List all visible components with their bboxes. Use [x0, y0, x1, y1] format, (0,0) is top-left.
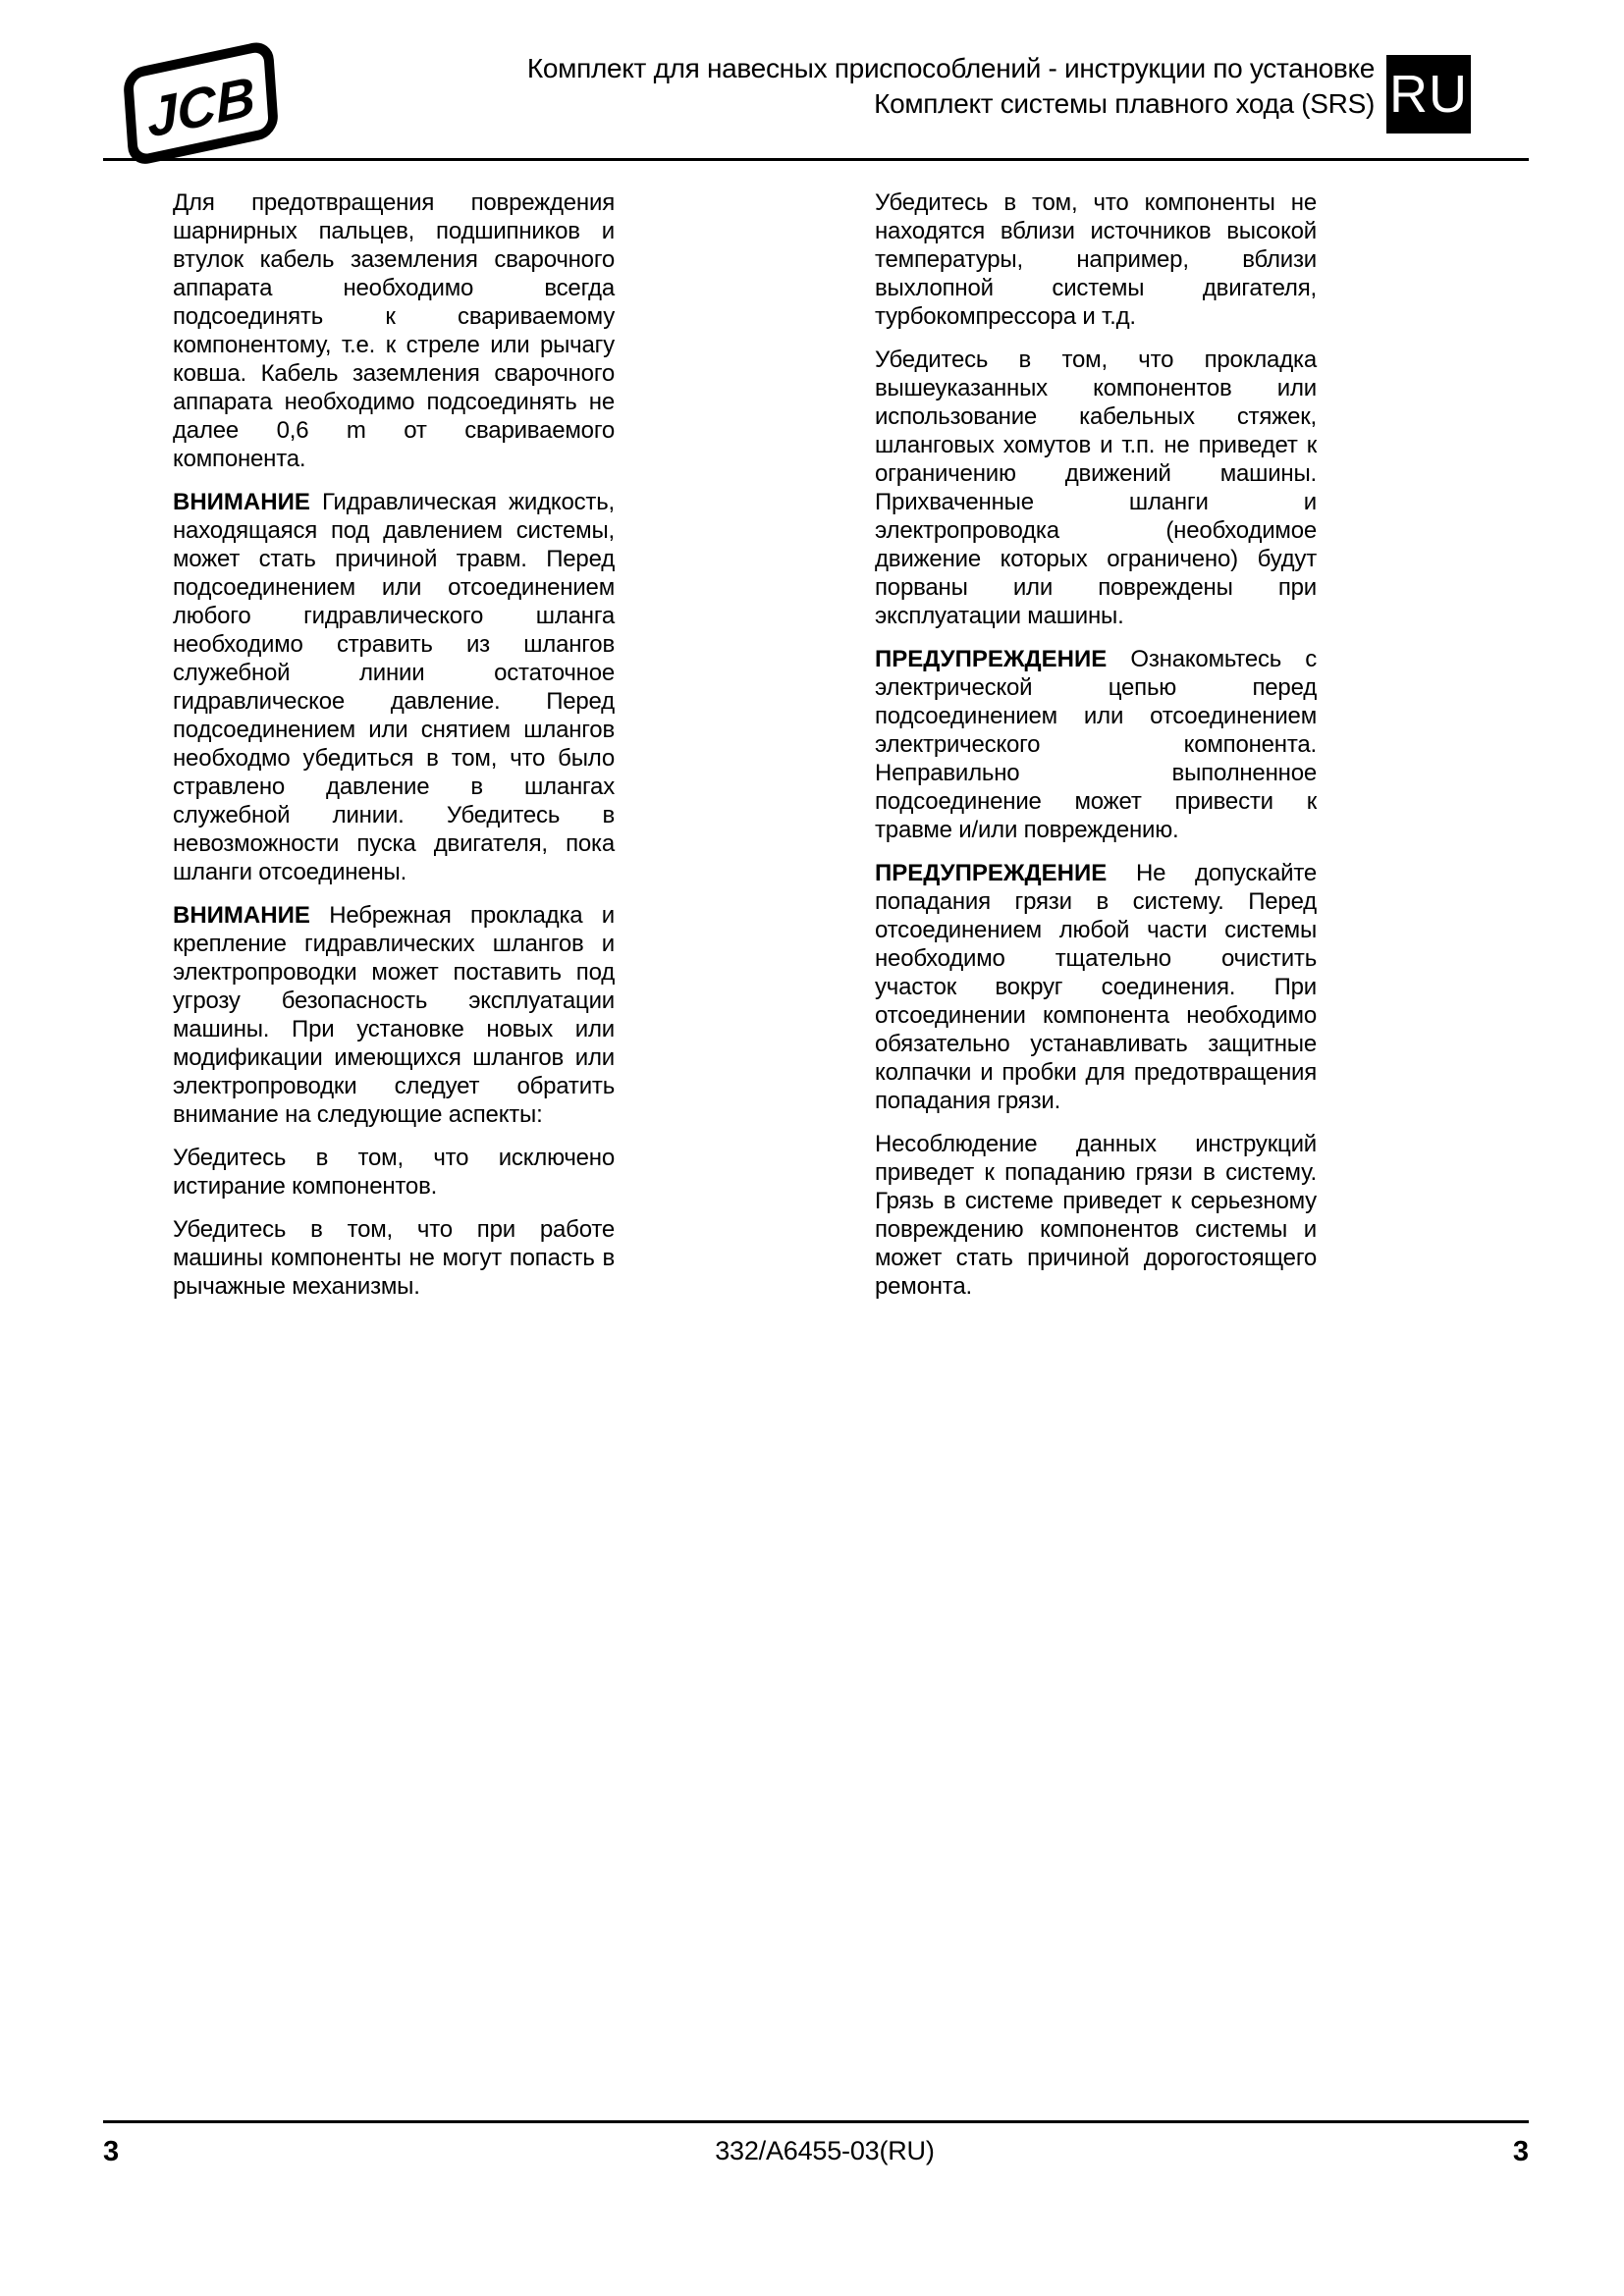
warning-lead: ВНИМАНИЕ: [173, 489, 310, 515]
paragraph-text: Не допускайте попадания грязи в систему. Перед отсоединением любой части системы необходимо тщательно очистить участок вокруг соединения. При отсоединении компонента необходимо обязательно устанавливать защитные колпачки и пробки для предотвращения попадания грязи.: [875, 860, 1317, 1114]
paragraph: [875, 346, 1317, 630]
paragraph-text: Гидравлическая жидкость, находящаяся под давлением системы, может стать причиной травм. Перед подсоединением или отсоединением любого гидравлического шланга необходимо стравить из шлангов служебной линии остаточное гидравлическое давление. Перед подсоединением или снятием шлангов необходмо убедиться в том, что было стравлено давление в шлангах служебной линии. Убедитесь в невозможности пуска двигателя, пока шланги отсоединены.: [173, 489, 615, 885]
footer: [103, 2136, 1529, 2175]
paragraph: [875, 645, 1317, 844]
paragraph-text: Небрежная прокладка и крепление гидравлических шлангов и электропроводки может поставить под угрозу безопасность эксплуатации машины. При установке новых или модификации имеющихся шлангов или электропроводки следует обратить внимание на следующие аспекты:: [173, 902, 616, 1128]
paragraph: [173, 1144, 615, 1201]
warning-lead: ВНИМАНИЕ: [173, 902, 310, 929]
paragraph: [173, 1215, 615, 1301]
footer-page-number-left: 3: [103, 2136, 120, 2167]
footer-doc-code: 332/A6455-03(RU): [715, 2136, 935, 2165]
paragraph-text: Убедитесь в том, что исключено истирание компонентов.: [173, 1145, 615, 1200]
warning-lead: ПРЕДУПРЕЖДЕНИЕ: [875, 646, 1108, 672]
right-column: [875, 188, 1317, 1315]
jcb-logo: [98, 35, 304, 173]
header-title-block: [527, 51, 1375, 122]
left-column: [173, 188, 615, 1315]
paragraph-text: Убедитесь в том, что при работе машины компоненты не могут попасть в рычажные механизмы.: [173, 1216, 615, 1300]
header-title-line1: Комплект для навесных приспособлений - инструкции по установке: [526, 53, 1375, 83]
paragraph: [173, 901, 615, 1129]
jcb-logo-graphic: [98, 35, 304, 173]
footer-divider: [103, 2120, 1529, 2123]
paragraph: [173, 488, 615, 886]
header-divider: [103, 158, 1529, 161]
paragraph: [875, 859, 1317, 1115]
footer-page-number-right: 3: [1512, 2136, 1529, 2167]
paragraph-text: Убедитесь в том, что прокладка вышеуказанных компонентов или использование кабельных стяжек, шланговых хомутов и т.п. не приведет к ограничению движений машины. Прихваченные шланги и электропроводка (необходимое движение которых ограничено) будут порваны или повреждены при эксплуатации машины.: [875, 347, 1317, 629]
header-title-line2: Комплект системы плавного хода (SRS): [874, 88, 1375, 119]
language-badge: RU: [1386, 55, 1471, 133]
paragraph-text: Ознакомьтесь с электрической цепью перед подсоединением или отсоединением электрического компонента. Неправильно выполненное подсоединение может привести к травме и/или повреждению.: [875, 646, 1317, 843]
paragraph-text: Для предотвращения повреждения шарнирных пальцев, подшипников и втулок кабель заземления сварочного аппарата необходимо всегда подсоединять к свариваемому компонентому, т.е. к стреле или рычагу ковша. Кабель заземления сварочного аппарата необходимо подсоединять не далее 0,6 m от свариваемого компонента.: [173, 189, 615, 472]
paragraph: [173, 188, 615, 473]
paragraph-text: Убедитесь в том, что компоненты не находятся вблизи источников высокой температуры, например, вблизи выхлопной системы двигателя, турбокомпрессора и т.д.: [875, 189, 1317, 330]
paragraph: [875, 188, 1317, 331]
warning-lead: ПРЕДУПРЕЖДЕНИЕ: [875, 860, 1108, 886]
paragraph-text: Несоблюдение данных инструкций приведет к попаданию грязи в систему. Грязь в системе приведет к серьезному повреждению компонентов системы и может стать причиной дорогостоящего ремонта.: [875, 1131, 1317, 1300]
paragraph: [875, 1130, 1317, 1301]
jcb-logo-text: JCB: [144, 64, 257, 149]
